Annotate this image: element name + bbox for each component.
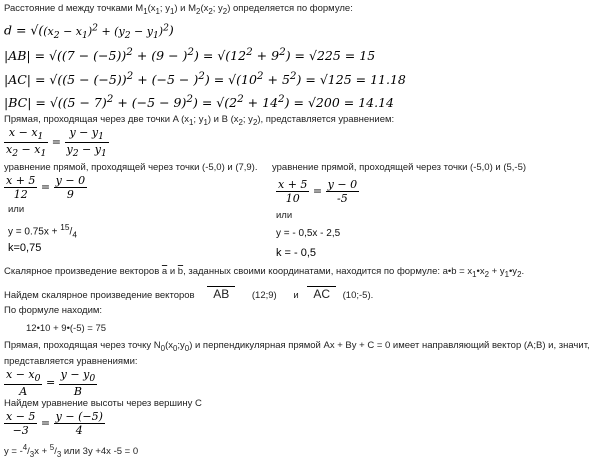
scalar-intro: Скалярное произведение векторов $\overline{a}$ и $\overline{b}$, заданных своими координатами, находится по формуле: a•b = $x_1•x_2$ + $y_1•y_2$. <box>4 266 525 279</box>
bc-length-equation: $|BC| = √((5 - 7)^2 + (-5 - 9)^2) = √(2^2 + 14^2) = √200 = 14.14$ <box>4 93 394 111</box>
ab-line-heading: уравнение прямой, проходящей через точки (-5,0) и (7,9). <box>4 162 258 173</box>
by-formula-label: По формуле находим: <box>4 305 103 316</box>
ab-line-fraction: $\frac{x + 5}{12}$ = $\frac{y - 0}{9}$ <box>6 174 86 201</box>
height-intro: Найдем уравнение высоты через вершину C <box>4 398 202 409</box>
scalar-find-row: Найдем скалярное произведение векторов AB (12;9) и AC (10;-5). <box>4 287 374 301</box>
ab-line-equation: $y = 0.75x + ^{15}/_4$ <box>8 222 77 240</box>
perp-intro: Прямая, проходящая через точку $N_0(x_0;y_0)$ и перпендикулярная прямой Ax + By + C = 0 имеет направляющий вектор (A;B) и, значит, <box>4 340 590 353</box>
distance-formula: $d = √((x_2 - x_1)^2 + (y_2 - y_1)^2)$ <box>4 22 174 41</box>
ab-length-equation: $|AB| = √((7 - (-5))^2 + (9 - )^2) = √(12^2 + 9^2) = √225 = 15$ <box>4 46 376 64</box>
ac-or-label: или <box>276 210 293 221</box>
perp-intro-2: представляется уравнениями: <box>4 356 138 367</box>
ac-slope: k = - 0,5 <box>276 247 317 259</box>
ab-or-label: или <box>8 204 25 215</box>
ab-slope: k=0,75 <box>8 242 42 254</box>
perp-line-formula: $\frac{x - x_0}{A}$ = $\frac{y - y_0}{B}$ <box>6 368 96 399</box>
vector-ac: AC <box>307 286 336 301</box>
height-formula: $\frac{x - 5}{-3}$ = $\frac{y - (-5)}{4}$ <box>6 410 103 437</box>
ac-line-heading: уравнение прямой, проходящей через точки (-5,0) и (5,-5) <box>272 162 527 173</box>
two-point-line-formula: $\frac{x - x_1}{x_2 - x_1}$ = $\frac{y - y_1}{y_2 - y_1}$ <box>6 126 107 160</box>
ac-length-equation: $|AC| = √((5 - (-5))^2 + (-5 - )^2) = √(10^2 + 5^2) = √125 = 11.18$ <box>4 70 406 88</box>
line-intro-text: Прямая, проходящая через две точки A ($x_1$; $y_1$) и B ($x_2$; $y_2$), представляется уравнением: <box>4 114 395 127</box>
intro-text: Расстояние d между точками $M_1(x_1$; $y_1$) и $M_2(x_2$; $y_2$) определяется по формуле: <box>4 3 353 16</box>
scalar-calc: 12•10 + 9•(-5) = 75 <box>26 323 107 334</box>
height-equation: $y = -^4/_3x + ^5/_3$ или 3y +4x -5 = 0 <box>4 443 139 459</box>
ac-line-fraction: $\frac{x + 5}{10}$ = $\frac{y - 0}{-5}$ <box>278 178 358 205</box>
ac-line-equation: y = - 0,5x - 2,5 <box>276 228 341 239</box>
vector-ab: AB <box>207 286 235 301</box>
